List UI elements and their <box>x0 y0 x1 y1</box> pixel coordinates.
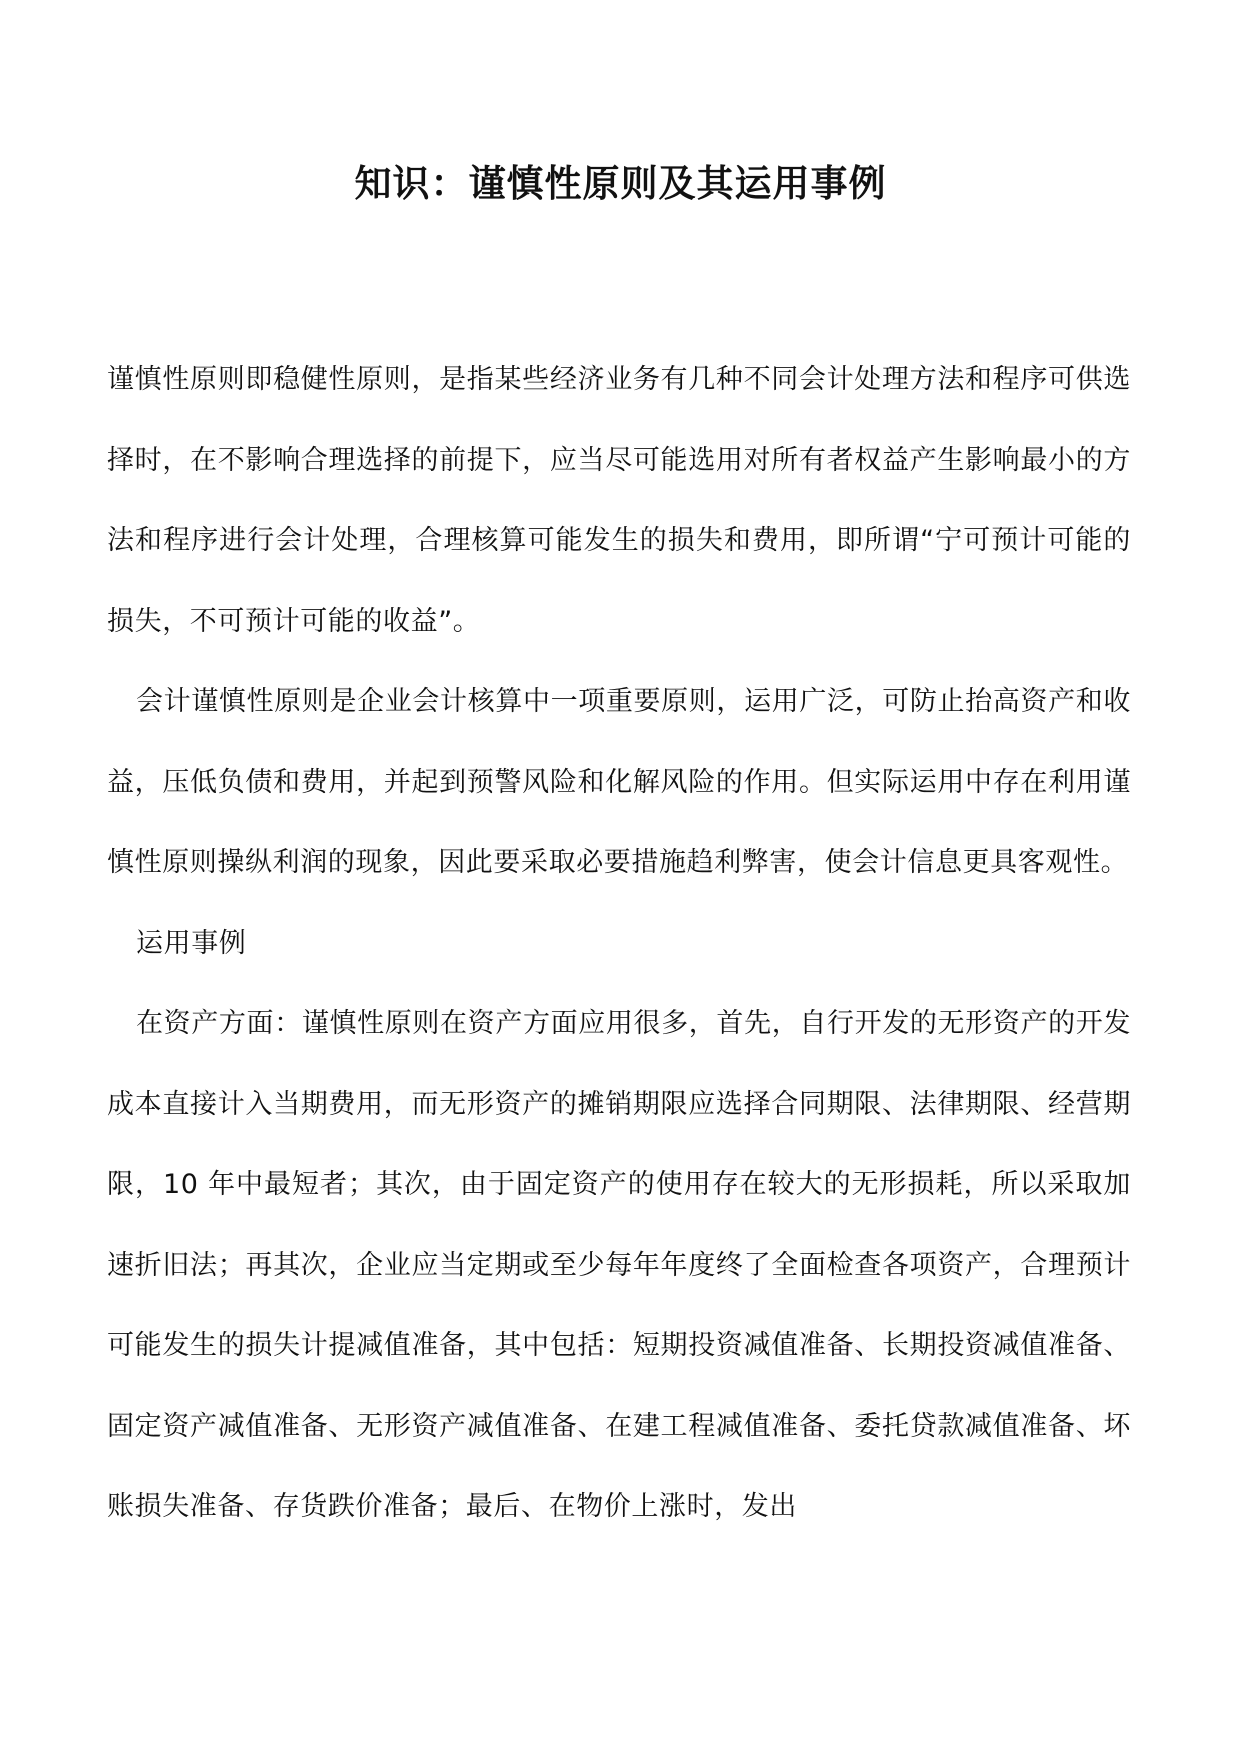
document-body <box>107 340 1131 1548</box>
paragraph-importance: 会计谨慎性原则是企业会计核算中一项重要原则，运用广泛，可防止抬高资产和收益，压低负债和费用，并起到预警风险和化解风险的作用。但实际运用中存在利用谨慎性原则操纵利润的现象，因此要采取必要措施趋利弊害，使会计信息更具客观性。 <box>107 686 1131 878</box>
section-heading-examples: 运用事例 <box>136 927 247 959</box>
paragraph-assets: 在资产方面：谨慎性原则在资产方面应用很多，首先，自行开发的无形资产的开发成本直接计入当期费用，而无形资产的摊销期限应选择合同期限、法律期限、经营期限，10 年中最短者；其次，由于固定资产的使用存在较大的无形损耗，所以采取加速折旧法；再其次，企业应当定期或至少每年年度终了全面检查各项资产，合理预计可能发生的损失计提减值准备，其中包括：短期投资减值准备、长期投资减值准备、固定资产减值准备、无形资产减值准备、在建工程减值准备、委托贷款减值准备、坏账损失准备、存货跌价准备；最后、在物价上涨时，发出 <box>107 1008 1131 1522</box>
paragraph-definition: 谨慎性原则即稳健性原则，是指某些经济业务有几种不同会计处理方法和程序可供选择时，在不影响合理选择的前提下，应当尽可能选用对所有者权益产生影响最小的方法和程序进行会计处理，合理核算可能发生的损失和费用，即所谓“宁可预计可能的损失，不可预计可能的收益”。 <box>107 364 1131 637</box>
document-title: 知识：谨慎性原则及其运用事例 <box>354 161 887 205</box>
